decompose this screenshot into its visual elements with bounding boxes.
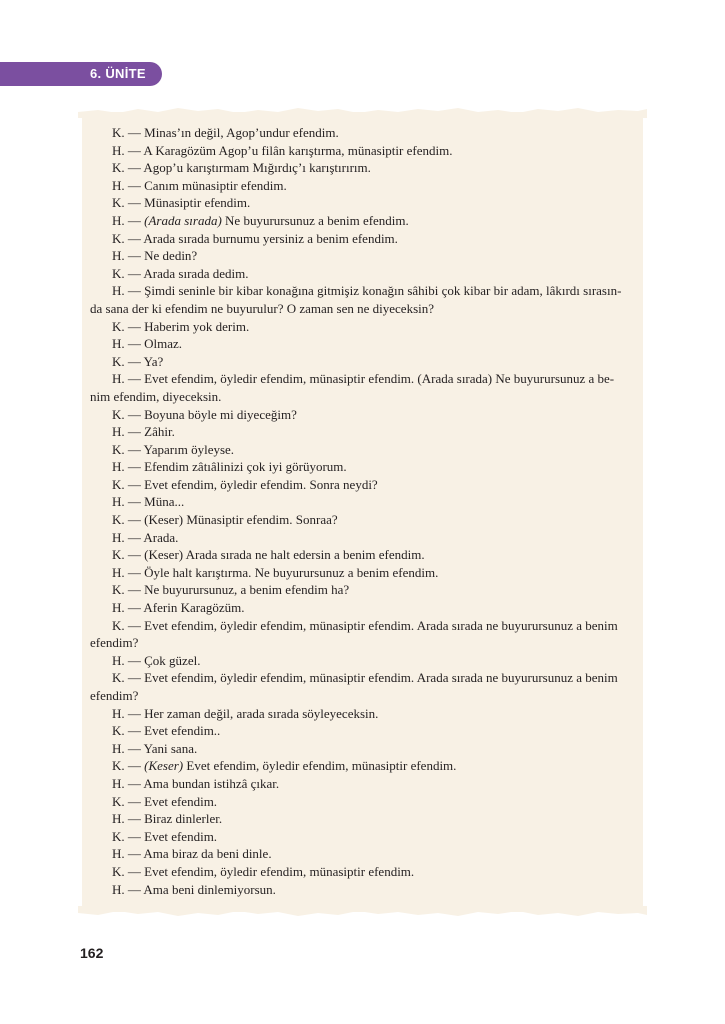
unit-tab bbox=[0, 62, 162, 86]
dialogue-line bbox=[90, 423, 635, 441]
line-text: K. — Evet efendim. bbox=[112, 828, 218, 844]
line-text: K. — Ne buyurursunuz, a benim efendim ha? bbox=[112, 582, 350, 598]
dialogue-line bbox=[90, 370, 635, 388]
line-text: H. — Çok güzel. bbox=[112, 652, 201, 668]
line-text: H. — Zâhir. bbox=[112, 424, 175, 440]
line-text: K. — Boyuna böyle mi diyeceğim? bbox=[112, 406, 297, 422]
dialogue-line bbox=[90, 529, 635, 547]
dialogue-text bbox=[90, 124, 635, 898]
line-text: H. — Aferin Karagözüm. bbox=[112, 600, 245, 616]
unit-label: 6. ÜNİTE bbox=[90, 66, 146, 81]
line-text: H. — Her zaman değil, arada sırada söyleyeceksin. bbox=[112, 705, 379, 721]
stage-direction: (Arada sırada) bbox=[144, 212, 222, 228]
line-text: H. — Ne dedin? bbox=[112, 248, 198, 264]
dialogue-line bbox=[90, 581, 635, 599]
line-text: K. — Evet efendim.. bbox=[112, 723, 221, 739]
line-text: K. — Evet efendim, öyledir efendim, münasiptir efendim. bbox=[112, 863, 415, 879]
dialogue-line bbox=[90, 476, 635, 494]
dialogue-line bbox=[90, 124, 635, 142]
line-text: K. — Evet efendim. bbox=[112, 793, 218, 809]
dialogue-line bbox=[90, 318, 635, 336]
dialogue-line bbox=[90, 775, 635, 793]
line-text: K. — (Keser) Arada sırada ne halt edersin a benim efendim. bbox=[112, 547, 425, 563]
line-text: H. — Müna... bbox=[112, 494, 185, 510]
line-text: H. — Ama beni dinlemiyorsun. bbox=[112, 881, 276, 897]
dialogue-line-continuation: efendim? bbox=[90, 688, 139, 703]
dialogue-line bbox=[90, 564, 635, 582]
line-text: H. — Canım münasiptir efendim. bbox=[112, 177, 287, 193]
dialogue-line bbox=[90, 845, 635, 863]
dialogue-line bbox=[90, 142, 635, 160]
line-text: K. — Evet efendim, öyledir efendim, münasiptir efendim. Arada sırada ne buyurursunuz a benim bbox=[112, 670, 618, 686]
dialogue-line bbox=[90, 282, 635, 300]
line-text: H. — Yani sana. bbox=[112, 740, 198, 756]
line-text: K. — Minas’ın değil, Agop’undur efendim. bbox=[112, 125, 339, 140]
dialogue-line bbox=[90, 546, 635, 564]
line-text-rest: Evet efendim, öyledir efendim, münasiptir efendim. bbox=[183, 758, 457, 774]
line-text: K. — Evet efendim, öyledir efendim. Sonra neydi? bbox=[112, 476, 378, 492]
dialogue-line bbox=[90, 353, 635, 371]
dialogue-line bbox=[90, 265, 635, 283]
dialogue-line bbox=[90, 493, 635, 511]
dialogue-line bbox=[90, 881, 635, 899]
dialogue-line bbox=[90, 669, 635, 687]
line-text: K. — Yaparım öyleyse. bbox=[112, 441, 235, 457]
line-text: K. — Evet efendim, öyledir efendim, münasiptir efendim. Arada sırada ne buyurursunuz a benim bbox=[112, 617, 618, 633]
dialogue-line bbox=[90, 617, 635, 635]
dialogue-line bbox=[90, 406, 635, 424]
dialogue-line bbox=[90, 177, 635, 195]
dialogue-line bbox=[90, 722, 635, 740]
dialogue-line bbox=[90, 247, 635, 265]
line-text: K. — bbox=[112, 758, 145, 774]
dialogue-line bbox=[90, 757, 635, 775]
line-text: H. — Evet efendim, öyledir efendim, münasiptir efendim. (Arada sırada) Ne buyurursunuz a be- bbox=[112, 371, 615, 387]
line-text: H. — Öyle halt karıştırma. Ne buyurursunuz a benim efendim. bbox=[112, 564, 439, 580]
dialogue-line bbox=[90, 212, 635, 230]
page-number: 162 bbox=[80, 945, 104, 961]
line-text: H. — Ama bundan istihzâ çıkar. bbox=[112, 775, 280, 791]
dialogue-line bbox=[90, 793, 635, 811]
line-text: K. — Agop’u karıştırmam Mığırdıç’ı karıştırırım. bbox=[112, 160, 371, 176]
dialogue-line-continuation: nim efendim, diyeceksin. bbox=[90, 388, 222, 404]
line-text-rest: Ne buyurursunuz a benim efendim. bbox=[221, 212, 409, 228]
dialogue-line bbox=[90, 230, 635, 248]
line-text: K. — (Keser) Münasiptir efendim. Sonraa? bbox=[112, 512, 338, 528]
dialogue-line bbox=[90, 511, 635, 529]
dialogue-line bbox=[90, 740, 635, 758]
dialogue-line-continuation: da sana der ki efendim ne buyurulur? O zaman sen ne diyeceksin? bbox=[90, 300, 435, 316]
dialogue-line bbox=[90, 458, 635, 476]
line-text: H. — Arada. bbox=[112, 529, 179, 545]
dialogue-line bbox=[90, 194, 635, 212]
line-text: H. — Efendim zâtıâlinizi çok iyi görüyorum. bbox=[112, 459, 347, 475]
stage-direction: (Keser) bbox=[144, 758, 184, 774]
line-text: K. — Haberim yok derim. bbox=[112, 318, 250, 334]
dialogue-line bbox=[90, 441, 635, 459]
dialogue-line bbox=[90, 828, 635, 846]
line-text: H. — Olmaz. bbox=[112, 336, 183, 352]
dialogue-line bbox=[90, 652, 635, 670]
line-text: H. — Ama biraz da beni dinle. bbox=[112, 846, 272, 862]
dialogue-line bbox=[90, 863, 635, 881]
line-text: H. — A Karagözüm Agop’u filân karıştırma, münasiptir efendim. bbox=[112, 142, 453, 158]
panel-torn-bottom-edge bbox=[78, 906, 647, 920]
line-text: K. — Arada sırada dedim. bbox=[112, 265, 249, 281]
dialogue-line bbox=[90, 705, 635, 723]
line-text: H. — Şimdi seninle bir kibar konağına gitmişiz konağın sâhibi çok kibar bir adam, lâkırdı sırasın- bbox=[112, 283, 622, 299]
line-text: H. — bbox=[112, 212, 145, 228]
line-text: K. — Arada sırada burnumu yersiniz a benim efendim. bbox=[112, 230, 398, 246]
dialogue-line bbox=[90, 599, 635, 617]
line-text: K. — Münasiptir efendim. bbox=[112, 195, 251, 211]
dialogue-line bbox=[90, 335, 635, 353]
dialogue-line bbox=[90, 159, 635, 177]
dialogue-line bbox=[90, 810, 635, 828]
line-text: H. — Biraz dinlerler. bbox=[112, 811, 223, 827]
dialogue-line-continuation: efendim? bbox=[90, 635, 139, 651]
line-text: K. — Ya? bbox=[112, 353, 164, 369]
